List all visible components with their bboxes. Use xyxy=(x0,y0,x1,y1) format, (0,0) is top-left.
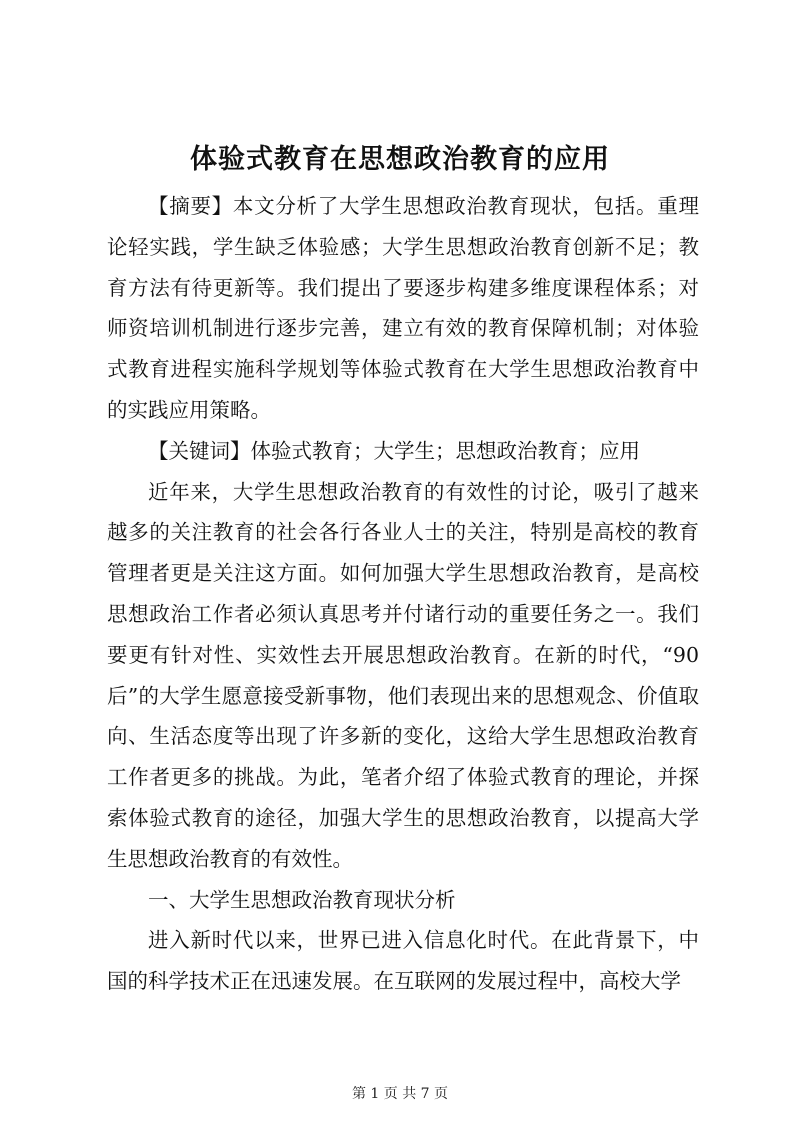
section-paragraph: 进入新时代以来，世界已进入信息化时代。在此背景下，中国的科学技术正在迅速发展。在互联网的发展过程中，高校大学 xyxy=(107,928,699,994)
page-footer: 第 1 页 共 7 页 xyxy=(351,1086,449,1102)
document-title: 体验式教育在思想政治教育的应用 xyxy=(190,144,610,175)
abstract-paragraph: 【摘要】本文分析了大学生思想政治教育现状，包括。重理论轻实践，学生缺乏体验感；大学生思想政治教育创新不足；教育方法有待更新等。我们提出了要逐步构建多维度课程体系；对师资培训机制进行逐步完善，建立有效的教育保障机制；对体验式教育进程实施科学规划等体验式教育在大学生思想政治教育中的实践应用策略。 xyxy=(107,194,699,422)
keywords-paragraph: 【关键词】体验式教育；大学生；思想政治教育；应用 xyxy=(148,438,640,463)
intro-paragraph: 近年来，大学生思想政治教育的有效性的讨论，吸引了越来越多的关注教育的社会各行各业人士的关注，特别是高校的教育管理者更是关注这方面。如何加强大学生思想政治教育，是高校思想政治工作者必须认真思考并付诸行动的重要任务之一。我们要更有针对性、实效性去开展思想政治教育。在新的时代，“90后”的大学生愿意接受新事物，他们表现出来的思想观念、价值取向、生活态度等出现了许多新的变化，这给大学生思想政治教育工作者更多的挑战。为此，笔者介绍了体验式教育的理论，并探索体验式教育的途径，加强大学生的思想政治教育，以提高大学生思想政治教育的有效性。 xyxy=(107,479,699,871)
section-heading: 一、大学生思想政治教育现状分析 xyxy=(148,887,456,912)
document-body xyxy=(107,186,699,1002)
